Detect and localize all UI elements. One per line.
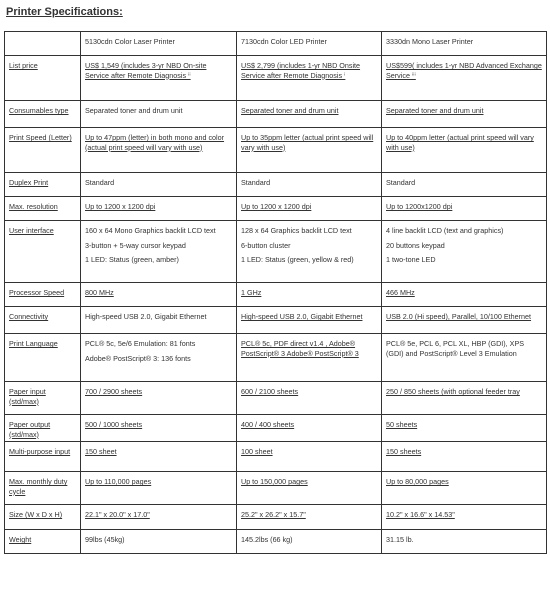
spec-value: 100 sheet: [241, 447, 273, 457]
spec-value: 3-button + 5-way cursor keypad: [85, 240, 186, 250]
spec-value: 500 / 1000 sheets: [85, 420, 143, 429]
spec-value: Separated toner and drum unit: [85, 106, 183, 115]
page-title: Printer Specifications:: [6, 6, 123, 18]
spec-value: 1 two-tone LED: [386, 255, 436, 265]
header-empty-cell: [5, 32, 81, 56]
spec-value: PCL® 5c, PDF direct v1.4 , Adobe® PostScript® 3 Adobe® PostScript® 3: [241, 339, 359, 358]
spec-value: Up to 1200x1200 dpi: [386, 202, 453, 211]
spec-value-cell: [382, 56, 547, 101]
spec-value-cell: [81, 128, 237, 173]
spec-value-cell: [382, 415, 547, 442]
spec-value-cell: [81, 221, 237, 283]
spec-value-cell: [382, 442, 547, 472]
spec-value: Up to 150,000 pages: [241, 477, 308, 487]
spec-value-cell: [81, 505, 237, 530]
spec-value-cell: [237, 442, 382, 472]
spec-value: 800 MHz: [85, 288, 114, 297]
spec-value: Standard: [386, 178, 416, 187]
spec-row: [5, 197, 547, 221]
spec-value-cell: [237, 101, 382, 128]
spec-value-cell: [382, 382, 547, 415]
spec-label: Connectivity: [5, 307, 81, 334]
spec-value: 128 x 64 Graphics backlit LCD text: [241, 226, 352, 235]
spec-value: 250 / 850 sheets (with optional feeder tray: [386, 387, 520, 396]
spec-value: US$599( includes 1-yr NBD Advanced Exchange Service ⁱⁱⁱ: [386, 61, 542, 80]
spec-row: [5, 505, 547, 530]
spec-label: Processor Speed: [5, 283, 81, 307]
spec-value-cell: [382, 101, 547, 128]
spec-value: Standard: [241, 178, 271, 187]
spec-value: Separated toner and drum unit: [386, 106, 484, 115]
spec-value: PCL® 5e, PCL 6, PCL XL, HBP (GDI), XPS (GDI) and PostScript® Level 3 Emulation: [386, 339, 525, 358]
spec-value-cell: [382, 221, 547, 283]
spec-row: [5, 442, 547, 472]
spec-value-cell: [81, 173, 237, 197]
spec-value: Up to 35ppm letter (actual print speed will vary with use): [241, 133, 374, 152]
spec-value: 6-button cluster: [241, 240, 291, 250]
spec-value-cell: [237, 197, 382, 221]
spec-value: 1 LED: Status (green, yellow & red): [241, 255, 354, 265]
spec-value: 150 sheets: [386, 447, 422, 457]
spec-row: [5, 530, 547, 554]
spec-value-cell: [382, 505, 547, 530]
spec-value-cell: [237, 128, 382, 173]
spec-row: [5, 472, 547, 505]
spec-value-cell: [382, 173, 547, 197]
spec-value: 1 LED: Status (green, amber): [85, 255, 179, 265]
spec-value: Adobe® PostScript® 3: 136 fonts: [85, 353, 191, 363]
spec-value-cell: [81, 307, 237, 334]
spec-value: 700 / 2900 sheets: [85, 387, 143, 396]
spec-value-cell: [382, 197, 547, 221]
spec-value-cell: [382, 283, 547, 307]
spec-value-cell: [382, 530, 547, 554]
spec-value-cell: [237, 472, 382, 505]
spec-value: 99lbs (45kg): [85, 535, 125, 545]
spec-value: Standard: [85, 178, 115, 187]
spec-row: [5, 283, 547, 307]
spec-row: [5, 56, 547, 101]
spec-value: Up to 1200 x 1200 dpi: [85, 202, 156, 211]
spec-value: 400 / 400 sheets: [241, 420, 295, 429]
spec-value: Up to 80,000 pages: [386, 477, 449, 487]
spec-row: [5, 415, 547, 442]
spec-row: [5, 307, 547, 334]
spec-value: 160 x 64 Mono Graphics backlit LCD text: [85, 226, 216, 235]
spec-value: US$ 2,799 (includes 1-yr NBD Onsite Service after Remote Diagnosis ⁱ: [241, 61, 361, 80]
spec-value: 10.2" x 16.6" x 14.53": [386, 510, 455, 520]
spec-label: Paper input (std/max): [5, 382, 81, 415]
spec-value: PCL® 5c, 5e/6 Emulation: 81 fonts: [85, 339, 196, 348]
spec-value: High-speed USB 2.0, Gigabit Ethernet: [241, 312, 363, 321]
spec-value-cell: [81, 197, 237, 221]
spec-value-cell: [81, 472, 237, 505]
spec-value: Up to 1200 x 1200 dpi: [241, 202, 312, 211]
spec-value-cell: [382, 334, 547, 382]
spec-value: US$ 1,549 (includes 3-yr NBD On-site Service after Remote Diagnosis ⁱⁱ: [85, 61, 207, 80]
spec-label: Print Language: [5, 334, 81, 382]
spec-label: Max. resolution: [5, 197, 81, 221]
spec-value-cell: [237, 307, 382, 334]
spec-value: Up to 40ppm letter (actual print speed will vary with use): [386, 133, 534, 152]
spec-value: 600 / 2100 sheets: [241, 387, 299, 396]
spec-value-cell: [237, 382, 382, 415]
spec-value: 4 line backlit LCD (text and graphics): [386, 226, 504, 235]
spec-value-cell: [81, 415, 237, 442]
model-header-5130cdn: 5130cdn Color Laser Printer: [81, 32, 237, 56]
spec-value: 145.2lbs (66 kg): [241, 535, 293, 545]
spec-value: USB 2.0 (Hi speed), Parallel, 10/100 Ethernet: [386, 312, 532, 321]
spec-label: Size (W x D x H): [5, 505, 81, 530]
spec-label: List price: [5, 56, 81, 101]
spec-value-cell: [237, 221, 382, 283]
spec-label: User interface: [5, 221, 81, 283]
spec-value-cell: [237, 334, 382, 382]
spec-value-cell: [382, 307, 547, 334]
spec-value: Separated toner and drum unit: [241, 106, 339, 115]
spec-value: Up to 47ppm (letter) in both mono and color (actual print speed will vary with use): [85, 133, 225, 152]
spec-value: 1 GHz: [241, 288, 262, 297]
spec-row: [5, 382, 547, 415]
spec-value: High-speed USB 2.0, Gigabit Ethernet: [85, 312, 207, 321]
spec-value: 25.2" x 26.2" x 15.7": [241, 510, 306, 520]
spec-value-cell: [81, 101, 237, 128]
model-header-3330dn: 3330dn Mono Laser Printer: [382, 32, 547, 56]
spec-value-cell: [81, 334, 237, 382]
spec-value-cell: [237, 173, 382, 197]
spec-value: 20 buttons keypad: [386, 240, 445, 250]
spec-value-cell: [81, 283, 237, 307]
spec-value: 466 MHz: [386, 288, 415, 297]
spec-value-cell: [81, 442, 237, 472]
spec-label: Weight: [5, 530, 81, 554]
spec-value: 50 sheets: [386, 420, 418, 429]
spec-label: Paper output (std/max): [5, 415, 81, 442]
spec-value: 22.1" x 20.0" x 17.0": [85, 510, 150, 520]
spec-value-cell: [237, 505, 382, 530]
spec-row: [5, 101, 547, 128]
spec-label: Max. monthly duty cycle: [5, 472, 81, 505]
header-row: [5, 32, 547, 56]
spec-value-cell: [237, 56, 382, 101]
spec-value-cell: [237, 283, 382, 307]
spec-value-cell: [382, 128, 547, 173]
spec-row: [5, 128, 547, 173]
spec-label: Multi-purpose input: [5, 442, 81, 472]
spec-value-cell: [237, 415, 382, 442]
spec-label: Consumables type: [5, 101, 81, 128]
spec-value-cell: [382, 472, 547, 505]
spec-value-cell: [81, 530, 237, 554]
spec-value: 150 sheet: [85, 447, 117, 457]
spec-label: Duplex Print: [5, 173, 81, 197]
spec-value-cell: [237, 530, 382, 554]
spec-row: [5, 221, 547, 283]
spec-value-cell: [81, 56, 237, 101]
spec-label: Print Speed (Letter): [5, 128, 81, 173]
printer-specs-table: [4, 31, 547, 554]
spec-value: 31.15 lb.: [386, 535, 414, 545]
model-header-7130cdn: 7130cdn Color LED Printer: [237, 32, 382, 56]
spec-value-cell: [81, 382, 237, 415]
spec-row: [5, 334, 547, 382]
spec-row: [5, 173, 547, 197]
spec-value: Up to 110,000 pages: [85, 477, 152, 487]
